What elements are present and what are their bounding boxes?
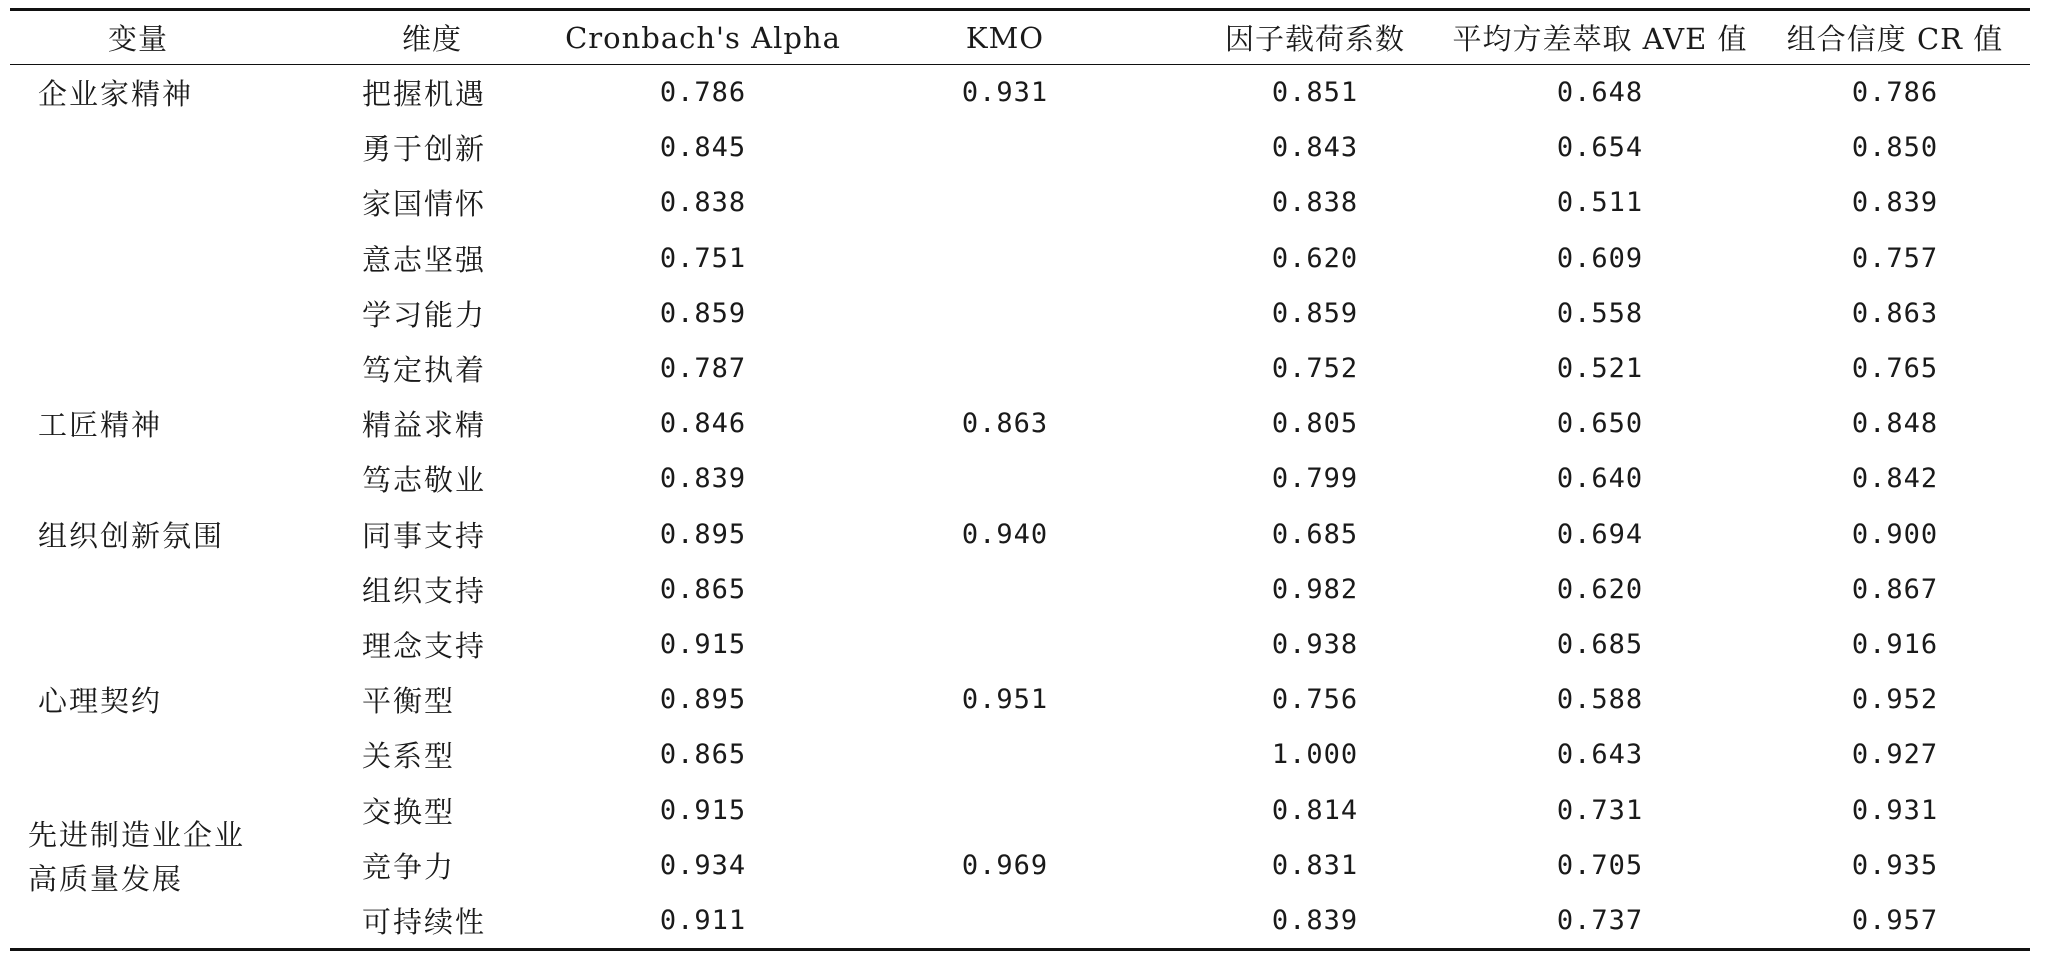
cell-dimension: 平衡型	[362, 684, 456, 719]
cell-cr: 0.935	[1851, 849, 1939, 881]
header-factor-loading: 因子载荷系数	[1224, 22, 1405, 56]
cell-factor-loading: 0.843	[1271, 132, 1359, 164]
table-row	[10, 286, 2030, 341]
cell-dimension: 同事支持	[362, 518, 487, 553]
cell-ave: 0.685	[1556, 628, 1644, 660]
cell-dimension: 组织支持	[362, 573, 487, 608]
cell-cronbach-alpha: 0.915	[659, 628, 747, 660]
cell-dimension: 可持续性	[362, 904, 487, 939]
cell-factor-loading: 0.831	[1271, 849, 1359, 881]
cell-kmo	[865, 727, 1145, 782]
cell-factor-loading: 0.805	[1271, 408, 1359, 440]
header-cronbach-alpha: Cronbach's Alpha	[565, 20, 841, 55]
table-row	[10, 396, 2030, 451]
cell-kmo	[865, 451, 1145, 506]
header-cr: 组合信度 CR 值	[1786, 22, 2004, 56]
header-dimension: 维度	[401, 22, 462, 56]
table-row	[10, 838, 2030, 893]
table-row	[10, 562, 2030, 617]
cell-cronbach-alpha: 0.846	[659, 408, 747, 440]
table-row	[10, 893, 2030, 948]
cell-kmo: 0.863	[961, 408, 1049, 440]
cell-ave: 0.694	[1556, 518, 1644, 550]
table-header-row	[10, 11, 2030, 65]
cell-cr: 0.765	[1851, 353, 1939, 385]
cell-kmo	[865, 782, 1145, 837]
cell-factor-loading: 0.838	[1271, 187, 1359, 219]
cell-ave: 0.620	[1556, 573, 1644, 605]
cell-ave: 0.609	[1556, 242, 1644, 274]
cell-variable: 工匠精神	[38, 408, 163, 443]
header-kmo: KMO	[965, 20, 1045, 55]
cell-cronbach-alpha: 0.865	[659, 739, 747, 771]
cell-ave: 0.737	[1556, 904, 1644, 936]
cell-cr: 0.786	[1851, 77, 1939, 109]
table-row	[10, 451, 2030, 506]
cell-factor-loading: 0.814	[1271, 794, 1359, 826]
cell-variable	[38, 341, 338, 396]
cell-cronbach-alpha: 0.911	[659, 904, 747, 936]
cell-ave: 0.640	[1556, 463, 1644, 495]
cell-ave: 0.558	[1556, 297, 1644, 329]
cell-dimension: 竞争力	[362, 849, 456, 884]
cell-variable	[38, 231, 338, 286]
table-body	[10, 65, 2030, 948]
cell-factor-loading: 0.938	[1271, 628, 1359, 660]
cell-cr: 0.900	[1851, 518, 1939, 550]
cell-ave: 0.588	[1556, 684, 1644, 716]
cell-factor-loading: 0.620	[1271, 242, 1359, 274]
cell-variable: 组织创新氛围	[38, 518, 225, 553]
table-row	[10, 120, 2030, 175]
cell-cronbach-alpha: 0.787	[659, 353, 747, 385]
cell-factor-loading: 0.756	[1271, 684, 1359, 716]
cell-dimension: 笃志敬业	[362, 463, 487, 498]
cell-variable: 企业家精神	[38, 77, 194, 112]
cell-dimension: 意志坚强	[362, 242, 487, 277]
cell-variable	[38, 727, 338, 782]
cell-kmo: 0.969	[961, 849, 1049, 881]
cell-factor-loading: 0.799	[1271, 463, 1359, 495]
cell-dimension: 把握机遇	[362, 77, 487, 112]
cell-ave: 0.648	[1556, 77, 1644, 109]
cell-factor-loading: 0.752	[1271, 353, 1359, 385]
cell-kmo	[865, 617, 1145, 672]
cell-ave: 0.654	[1556, 132, 1644, 164]
cell-variable: 心理契约	[38, 684, 163, 719]
cell-cr: 0.931	[1851, 794, 1939, 826]
reliability-validity-table	[10, 8, 2030, 951]
cell-dimension: 勇于创新	[362, 132, 487, 167]
cell-dimension: 学习能力	[362, 297, 487, 332]
table-row	[10, 175, 2030, 230]
cell-cr: 0.848	[1851, 408, 1939, 440]
table-row	[10, 65, 2030, 120]
cell-cronbach-alpha: 0.751	[659, 242, 747, 274]
cell-kmo	[865, 893, 1145, 948]
header-variable: 变量	[107, 22, 168, 56]
variable-label-high-quality-development	[28, 813, 245, 901]
cell-variable	[38, 286, 338, 341]
cell-cr: 0.867	[1851, 573, 1939, 605]
table-row	[10, 727, 2030, 782]
table-row	[10, 617, 2030, 672]
cell-variable	[38, 175, 338, 230]
variable-label-line: 先进制造业企业	[28, 818, 246, 852]
table-row	[10, 672, 2030, 727]
cell-cronbach-alpha: 0.786	[659, 77, 747, 109]
cell-ave: 0.511	[1556, 187, 1644, 219]
cell-variable	[38, 893, 338, 948]
cell-kmo	[865, 175, 1145, 230]
cell-kmo	[865, 120, 1145, 175]
cell-kmo: 0.940	[961, 518, 1049, 550]
cell-factor-loading: 0.839	[1271, 904, 1359, 936]
cell-ave: 0.705	[1556, 849, 1644, 881]
table-row	[10, 341, 2030, 396]
cell-dimension: 交换型	[362, 794, 456, 829]
cell-cr: 0.757	[1851, 242, 1939, 274]
cell-dimension: 家国情怀	[362, 187, 487, 222]
cell-cronbach-alpha: 0.915	[659, 794, 747, 826]
cell-ave: 0.650	[1556, 408, 1644, 440]
cell-cronbach-alpha: 0.865	[659, 573, 747, 605]
cell-kmo	[865, 341, 1145, 396]
cell-variable	[38, 120, 338, 175]
cell-ave: 0.521	[1556, 353, 1644, 385]
cell-cr: 0.957	[1851, 904, 1939, 936]
cell-cr: 0.916	[1851, 628, 1939, 660]
cell-cr: 0.842	[1851, 463, 1939, 495]
variable-label-line: 高质量发展	[28, 862, 184, 896]
cell-cronbach-alpha: 0.934	[659, 849, 747, 881]
cell-factor-loading: 0.685	[1271, 518, 1359, 550]
cell-variable	[38, 451, 338, 506]
cell-factor-loading: 1.000	[1271, 739, 1359, 771]
cell-variable	[38, 617, 338, 672]
cell-cronbach-alpha: 0.838	[659, 187, 747, 219]
cell-variable	[38, 562, 338, 617]
cell-dimension: 笃定执着	[362, 353, 487, 388]
table-row	[10, 231, 2030, 286]
cell-dimension: 关系型	[362, 739, 456, 774]
cell-factor-loading: 0.982	[1271, 573, 1359, 605]
cell-cronbach-alpha: 0.845	[659, 132, 747, 164]
cell-kmo: 0.951	[961, 684, 1049, 716]
cell-cr: 0.863	[1851, 297, 1939, 329]
cell-dimension: 精益求精	[362, 408, 487, 443]
cell-factor-loading: 0.859	[1271, 297, 1359, 329]
cell-cr: 0.850	[1851, 132, 1939, 164]
cell-cronbach-alpha: 0.895	[659, 518, 747, 550]
header-ave: 平均方差萃取 AVE 值	[1452, 22, 1748, 56]
cell-ave: 0.731	[1556, 794, 1644, 826]
cell-ave: 0.643	[1556, 739, 1644, 771]
cell-kmo	[865, 231, 1145, 286]
cell-cr: 0.952	[1851, 684, 1939, 716]
cell-cr: 0.927	[1851, 739, 1939, 771]
cell-kmo	[865, 286, 1145, 341]
cell-cronbach-alpha: 0.895	[659, 684, 747, 716]
cell-kmo: 0.931	[961, 77, 1049, 109]
cell-kmo	[865, 562, 1145, 617]
cell-cr: 0.839	[1851, 187, 1939, 219]
cell-dimension: 理念支持	[362, 628, 487, 663]
table-row	[10, 782, 2030, 837]
table-row	[10, 507, 2030, 562]
cell-cronbach-alpha: 0.839	[659, 463, 747, 495]
cell-cronbach-alpha: 0.859	[659, 297, 747, 329]
cell-factor-loading: 0.851	[1271, 77, 1359, 109]
